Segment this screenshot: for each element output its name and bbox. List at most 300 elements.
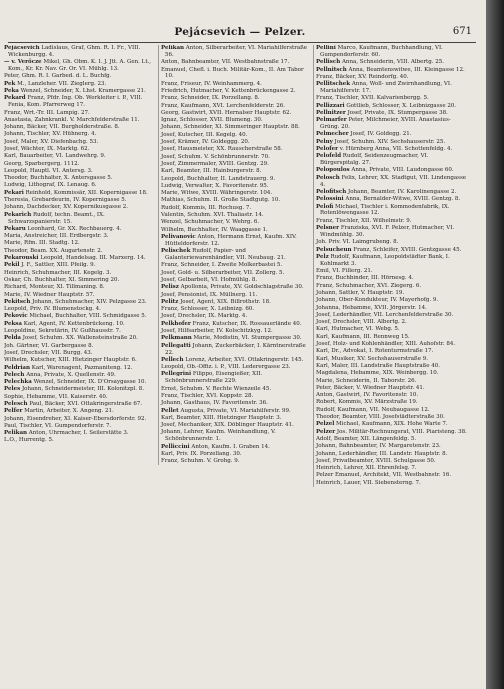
directory-entry <box>161 313 312 320</box>
directory-entry <box>4 437 155 444</box>
entry-details: Anton, Silberarbeiter, VI. Mariahilferstraße 56. <box>165 45 308 58</box>
column-1 <box>4 45 155 445</box>
entry-details: Karl, Musiker, XV. Sechshauserstraße 9. <box>316 355 428 362</box>
entry-details: Augusta, Private, VI. Mariahilferstr. 99. <box>180 407 291 414</box>
directory-entry <box>316 436 467 443</box>
directory-entry <box>161 306 312 313</box>
entry-details: Anastasia, Zahnkrankl. V. Marchfelderstraße 11. <box>4 116 140 123</box>
directory-entry <box>316 167 467 174</box>
entry-details: Johann, Ober-Kondukteur, IV. Mayerhofg. 9. <box>316 297 439 304</box>
directory-entry <box>4 161 155 168</box>
entry-surname: Pelech <box>4 371 25 378</box>
entry-surname: Peles <box>4 386 21 393</box>
entry-details: Heinrich, Schuhmacher, III. Kegelg. 3. <box>4 269 112 276</box>
entry-surname: Pelossini <box>316 196 344 203</box>
entry-details: Anton, Uhrmacher, I. Seilerstätte 3. <box>28 430 129 437</box>
entry-details: Josef, Gold- u. Silberarbeiter, VII. Zollerg. 5. <box>161 269 285 276</box>
directory-entry <box>4 277 155 284</box>
entry-details: Josef, Private, IX. Stumpergasse 38. <box>347 109 448 116</box>
column-3 <box>313 45 467 487</box>
directory-entry <box>4 408 155 415</box>
directory-entry <box>161 95 312 102</box>
directory-entry <box>316 81 467 95</box>
entry-details: Johanna, Hebamme, XVII. Jörgerstr. 14. <box>316 304 427 311</box>
entry-details: Karl, Kaufmann, III. Rennweg 15. <box>316 333 410 340</box>
directory-entry <box>161 262 312 269</box>
entry-surname: Peka <box>4 88 19 94</box>
directory-entry <box>316 146 467 153</box>
entry-details: Anna, Beamtenswitwe, III. Kleingasse 12. <box>348 66 465 73</box>
entry-surname: Pejácsevich <box>4 45 40 51</box>
entry-details: Josef, Zimmermaler, XVIII. Gentzg. 29. <box>161 160 269 167</box>
entry-surname: Pelofitsch <box>316 188 347 195</box>
directory-entry <box>4 88 155 95</box>
entry-details: v. Hürnberg Anna, VII. Schottenfeldg. 4. <box>339 145 453 152</box>
directory-entry <box>4 430 155 437</box>
entry-surname: Pelzer <box>316 428 336 435</box>
entry-surname: Pellitschek <box>316 81 351 88</box>
entry-details: Karl, Hutmacher, VI. Webg. 5. <box>316 326 400 333</box>
entry-surname: Pekari <box>4 189 24 196</box>
directory-entry <box>161 67 312 81</box>
directory-entry <box>316 204 467 218</box>
entry-details: Johann, Schuhmacher, XIV. Pelzgasse 23. <box>32 298 147 305</box>
entry-details: Johann, Zuckerbäcker, I. Kärntnerstraße 22. <box>165 342 306 356</box>
directory-entry <box>4 284 155 291</box>
entry-details: Theresia, Grebardeurin, IV. Kopernigasse 5. <box>4 197 127 204</box>
directory-entry <box>316 254 467 268</box>
entry-details: Franziska, XVI. F. Pelzer, Hutmacher, VI. Windmühlg. 30. <box>320 225 455 238</box>
entry-surname: Pellini <box>316 45 336 51</box>
entry-details: Karl, Priv. IX. Porzellang. 30. <box>161 450 242 457</box>
directory-entry <box>316 196 467 203</box>
directory-entry <box>161 393 312 400</box>
entry-details: Anton, Kaufm. I. Graben 14. <box>191 443 270 450</box>
directory-entry <box>161 117 312 124</box>
entry-details: Adolf, Beamter, XII. Längenfeldg. 5. <box>316 435 417 442</box>
entry-details: Johann, Bahnbeamter, IV. Margaretenstr. 23. <box>316 443 441 450</box>
entry-details: Ernst, Schuhm. V. Rechte Wienzeile 45. <box>161 385 272 392</box>
entry-surname: Pelkhofer <box>161 320 191 327</box>
entry-details: Johann, Gasthaus, IV. Favoritenstr. 36. <box>161 400 268 407</box>
entry-surname: Pelofi <box>316 203 334 210</box>
entry-details: Franz, Buchbinder, III. Hörnesg. 4. <box>316 275 414 282</box>
entry-details: Rudolf, Kaufmann, Leopoldstädter Bank, I. Kohlmarkt 3. <box>320 253 450 267</box>
directory-entry <box>4 45 155 59</box>
directory-entry <box>316 465 467 472</box>
directory-entry <box>316 131 467 138</box>
entry-details: Franz, Tischler, XII. Wilhelmstr. 9. <box>316 217 412 224</box>
entry-details: Rudolf, Seidenzeugmacher, VI. Bürgerspitalg. 27. <box>320 153 429 167</box>
entry-details: Leopoldine, Sekretärin, IV. Gußhausstr. 7. <box>4 328 121 335</box>
directory-entry <box>4 73 155 80</box>
directory-entry <box>4 124 155 131</box>
column-2 <box>158 45 312 465</box>
directory-entry <box>161 321 312 328</box>
directory-entry <box>4 204 155 211</box>
entry-details: Joh. Gärtner, VI. Garbergasse 8. <box>4 342 94 349</box>
directory-entry <box>316 443 467 450</box>
entry-details: Wenzel, Schneider, IX. D'Orsaygasse 10. <box>33 379 147 386</box>
directory-entry <box>316 189 467 196</box>
entry-details: Anton, Gastwirt, IV. Favoritenstr. 10. <box>316 392 419 399</box>
entry-surname: Pelliccini <box>161 443 190 450</box>
directory-entry <box>161 183 312 190</box>
entry-details: Johann, Sattler, V. Hauptstr. 19. <box>316 289 405 296</box>
directory-entry <box>161 284 312 291</box>
entry-details: Paul, Bäcker, XVI. Ottakringerstraße 67. <box>29 400 143 407</box>
entry-details: Johann, Beamter, IV. Karolinengasse 2. <box>347 188 457 195</box>
entry-details: Josef, Hilfsarbeiter, IV. Kolschitzkyg. 12. <box>161 328 273 335</box>
entry-details: Franz, Tischler, XVI. Koppstr. 28. <box>161 392 254 399</box>
entry-details: Josef, Schuhm. XIV. Sechshauserstr. 25. <box>334 138 446 145</box>
directory-entry <box>4 226 155 233</box>
entry-details: Leopold, Buchhalter, II. Landstrauerg. 9. <box>161 175 276 182</box>
directory-entry <box>4 357 155 364</box>
directory-entry <box>4 335 155 342</box>
entry-details: Rudolf, Kaufmann, VII. Neubaugasse 12. <box>316 406 430 413</box>
entry-surname: Pelitz <box>161 298 179 305</box>
entry-details: Josef, Lederhändler, VII. Lerchenfelderstraße 30. <box>316 311 454 318</box>
entry-surname: Pelisz <box>161 284 179 291</box>
directory-entry <box>161 176 312 183</box>
directory-entry <box>316 370 467 377</box>
entry-details: Josef, Drechsler, VII. Burgg. 43. <box>4 349 93 356</box>
directory-entry <box>4 117 155 124</box>
entry-details: Josef, Krämer, IV. Goldeggg. 20. <box>161 139 250 146</box>
directory-entry <box>4 248 155 255</box>
entry-details: Franz, Friseur, IV. Weinhammerg. 4. <box>161 80 262 87</box>
directory-entry <box>161 205 312 212</box>
entry-surname: Pelopoulos <box>316 167 350 174</box>
directory-entry <box>4 153 155 160</box>
entry-details: Marie, Modistin, VI. Stumpergasse 30. <box>193 335 302 342</box>
entry-details: Leopold, Handelsag. III. Marxerg. 14. <box>40 255 146 262</box>
entry-details: Josef, Agent, XIX. Billrothstr. 18. <box>180 298 271 305</box>
entry-details: Michael, Buchhalter, VIII. Schmidgasse 5. <box>29 313 147 320</box>
entry-surname: Pelikan <box>4 430 28 437</box>
directory-entry <box>161 429 312 443</box>
directory-entry <box>316 399 467 406</box>
entry-details: Johann, Eisendreher, XI. Kaiser-Ebersdorferstr. 92. <box>4 415 147 422</box>
directory-entry <box>316 319 467 326</box>
entry-details: Michael, Tischler i. Kommodenfabrik, IX. Rotenlöwengasse 12. <box>320 203 450 217</box>
directory-entry <box>4 372 155 379</box>
directory-entry <box>316 356 467 363</box>
entry-details: Johann, Dachdecker, XV. Kopernikusgasse 2. <box>4 204 128 211</box>
directory-entry <box>161 277 312 284</box>
entry-details: Robert, Kommis, XV. Märzstraße 19. <box>316 399 418 406</box>
entry-details: Franz, Tischler, XVII. Kalvarienbergg. 5. <box>316 95 429 102</box>
entry-details: Ladislaus, Graf, Ghm. R. I. Fr., VIII. Wickenburgg. 4. <box>8 45 141 58</box>
entry-details: Franz, Schneider, IX. Porzellang. 8. <box>161 95 260 102</box>
entry-details: Josef, Drechsler, VIII. Albertg. 2. <box>316 319 407 326</box>
directory-entry <box>161 400 312 407</box>
directory-entry <box>316 117 467 131</box>
directory-entry <box>316 275 467 282</box>
entry-details: Peter, Ghm. R. I. Garbed. d. L. Buchfg. <box>4 73 112 80</box>
entry-details: Ludwig, Verwalter, X. Favoritenstr. 95. <box>161 182 269 189</box>
entry-details: Sophie, Hebamme, VII. Kaiserstr. 40. <box>4 393 108 400</box>
entry-details: Karl, Bauarbeiter, VI. Landwehrg. 9. <box>4 153 106 160</box>
directory-entry <box>316 290 467 297</box>
entry-details: Josef, Privatbeamter, XVIII. Schulgasse 50. <box>316 457 436 464</box>
entry-details: Franz, Kutscher, IX. Rossauerlände 40. <box>192 320 302 327</box>
directory-entry <box>4 182 155 189</box>
entry-details: Johann, Schneidermeister, III. Kolonitzpl. 8. <box>21 386 145 393</box>
entry-details: Marie, Rfm. III. Stadtg. 12. <box>4 240 80 247</box>
directory-entry <box>4 270 155 277</box>
entry-surname: Pekil <box>4 262 20 269</box>
entry-details: Anton, Hermann Ernst, Kaufm. XIV. Hütteldorferstr. 12. <box>165 233 297 247</box>
directory-entry <box>316 334 467 341</box>
entry-details: Josef, Schuhm. V. Schönbrunnerstr. 70. <box>161 153 270 160</box>
directory-entry <box>161 197 312 204</box>
directory-entry <box>161 248 312 262</box>
entry-details: Josef, Mechaniker, XIX. Döblinger Hauptstr. 41. <box>161 422 294 429</box>
directory-entry <box>161 103 312 110</box>
directory-entry <box>4 190 155 197</box>
entry-details: Karl, Maler, III. Landstraße Hauptstraße 40. <box>316 362 441 369</box>
directory-entry <box>161 234 312 248</box>
entry-details: Rudolf, techn. Beamt., IX. Schwarzspanierstr. 15. <box>8 211 105 225</box>
entry-surname: Pek <box>4 80 16 87</box>
entry-surname: Pellnitzer <box>316 109 346 116</box>
entry-surname: Pekarouski <box>4 255 39 262</box>
entry-details: Ignaz, Schlosser, XVII. Blumeng. 30. <box>161 117 263 124</box>
entry-details: Ludwig, Lithograf, IX. Lenaug. 6. <box>4 182 97 189</box>
directory-entry <box>4 416 155 423</box>
directory-entry <box>161 168 312 175</box>
directory-entry <box>316 472 467 479</box>
entry-details: Franz, Schuhmacher, XVI. Ziegerg. 6. <box>316 282 422 289</box>
directory-entry <box>316 59 467 66</box>
entry-details: Karl, Dr., Advokat, I. Rotenturmstraße 17. <box>316 348 434 355</box>
directory-entry <box>4 233 155 240</box>
entry-details: Wilhelm, Buchhalter, IV. Waaggasse 1. <box>161 226 268 233</box>
header-rule <box>8 42 476 43</box>
entry-surname: Pelosch <box>316 174 340 181</box>
directory-entry <box>161 124 312 131</box>
entry-surname: Pekitsch <box>4 298 31 305</box>
directory-entry <box>161 219 312 226</box>
directory-entry <box>316 326 467 333</box>
entry-details: Karl, Beamter, XIII. Hietzinger Hauptstr. 3. <box>161 414 282 421</box>
directory-entry <box>4 255 155 262</box>
directory-entry <box>316 110 467 117</box>
entry-details: L.O., Hurrentg. 5. <box>4 437 54 444</box>
directory-entry <box>316 268 467 275</box>
directory-entry <box>4 313 155 320</box>
directory-entry <box>161 139 312 146</box>
entry-details: Heinrich, Lauer, VII. Siebensterng. 7. <box>316 479 421 486</box>
directory-entry <box>316 153 467 167</box>
entry-surname: Pellegrini <box>161 371 192 378</box>
entry-details: Josef, Holz- und Kohlenhändler, XIII. Auhofstr. 84. <box>316 341 456 348</box>
entry-details: Karl, Warenagent, Pazmaniteng. 12. <box>31 364 133 371</box>
directory-entry <box>161 146 312 153</box>
entry-surname: Pelfer <box>4 408 23 415</box>
directory-entry <box>316 225 467 239</box>
entry-details: Franz, Schneider, I. Zweite Molkerbastei 5. <box>161 262 283 269</box>
directory-entry <box>316 95 467 102</box>
entry-details: Josef, Wächter, IX. Marktg. 62. <box>4 145 90 152</box>
entry-surname: Pekard <box>4 95 26 102</box>
entry-details: Gottlieb, Schlosser, X. Leibnizgasse 20. <box>346 102 457 109</box>
directory-entry <box>4 110 155 117</box>
entry-details: Valentin, Schuhm. XVI. Thaliastr. 14. <box>161 212 264 219</box>
entry-details: Anna, Private, X. Quellenstr. 49. <box>26 371 116 378</box>
entry-details: Theodor, Beam. XX. Augartenstr. 2. <box>4 247 103 254</box>
entry-details: Reinhold, Kommissär, XII. Kopernigasse 18. <box>25 189 148 196</box>
directory-entry <box>161 386 312 393</box>
entry-details: Josef, Hausmeister, XX. Rauscherstraße 58. <box>161 146 283 153</box>
entry-surname: Pelesch <box>4 400 28 407</box>
directory-entry <box>161 81 312 88</box>
directory-entry <box>4 306 155 313</box>
entry-details: Heinrich, Lehrer, XII. Ehrenfelsg. 7. <box>316 465 417 472</box>
entry-surname: Pelda <box>4 335 21 342</box>
entry-details: Franz, Kaufmann, XVI. Lerchenfelderstr. 26. <box>161 102 285 109</box>
directory-entry <box>316 175 467 189</box>
directory-entry <box>161 270 312 277</box>
entry-details: Oskar, Ch. Buchhalter, XI. Simmering 20. <box>4 276 120 283</box>
entry-surname: Pelivanovic <box>161 233 196 240</box>
entry-details: Theodor, Beamter, VIII. Josefstädterstraße 30. <box>316 414 445 421</box>
entry-details: Anna, Private, VIII. Laudongasse 60. <box>351 167 454 174</box>
directory-entry <box>4 343 155 350</box>
directory-entry <box>4 146 155 153</box>
directory-entry <box>316 305 467 312</box>
entry-details: Anna, Woll- und Zwirnhandlung, VI. Mariahilferstr. 17. <box>320 81 452 94</box>
directory-entry <box>316 139 467 146</box>
entry-details: Martin, Arbeiter, X. Angeng. 21. <box>24 408 114 415</box>
entry-surname: Pelkmann <box>161 335 192 342</box>
directory-entry <box>316 74 467 81</box>
entry-details: Leonhard, Gr. XX. Rechbauerg. 4. <box>27 225 122 232</box>
entry-details: Marco, Kaufmann, Buchhandlung, VI. Gumpendorferstr. 60. <box>320 45 443 58</box>
directory-entry <box>4 423 155 430</box>
entry-details: Anton, Bahnbeamter, VII. Westbahnstraße 17. <box>161 59 290 66</box>
directory-entry <box>316 341 467 348</box>
entry-details: Johann, Schneider, XI. Simmeringer Hauptstr. 88. <box>161 124 300 131</box>
entry-details: Wenzel, Schuhmacher, V. Wehrg. 6. <box>161 219 260 226</box>
directory-entry <box>4 401 155 408</box>
entry-details: Franz, Bäcker, XV. Reindorfg. 40. <box>316 73 409 80</box>
directory-entry <box>4 321 155 328</box>
entry-details: Emanuel, Chefl. i. Buch. Militär-Kom., II. Am Tabor 10. <box>161 66 304 80</box>
entry-details: Franz, Schuhm. V. Grohg. 9. <box>161 458 240 465</box>
page-edge-shadow <box>486 0 504 689</box>
directory-entry <box>316 247 467 254</box>
directory-entry <box>316 239 467 246</box>
entry-details: Franz, Pfdr. Ing. Ob. Werkleiter i. P., VIII. Fenia, Kom. Pfarrerweg 17. <box>8 95 143 109</box>
entry-details: Johann, Tischler, XV. Hühnerg. 4. <box>4 131 97 138</box>
directory-entry <box>4 394 155 401</box>
directory-entry <box>161 371 312 385</box>
entry-details: Wenzel, Schneider, X. Lhst. Kramergasse 21. <box>20 88 146 94</box>
entry-details: Peter, Milchmeier, XVIII. Anastasius-Grüng. 20. <box>320 117 451 131</box>
entry-details: Apollonia, Private, XV. Goldschlagstraße 30. <box>180 284 304 291</box>
directory-entry <box>316 67 467 74</box>
page-header <box>8 26 472 40</box>
entry-details: Filippo, Eisengießer, XII. Schönbrunnerstraße 229. <box>165 371 263 385</box>
entry-details: Mathias, Schuhm. II. Große Stadtgutg. 10. <box>161 197 281 204</box>
entry-details: Josef, Gelbarbeit, VI. Hofmühlg. 8. <box>161 276 258 283</box>
entry-surname: Pelmecher <box>316 131 349 138</box>
directory-entry <box>161 88 312 95</box>
entry-surname: Pelsner <box>316 225 340 232</box>
directory-entry <box>4 131 155 138</box>
directory-columns <box>4 45 478 689</box>
entry-surname: Pelischek <box>161 248 191 255</box>
directory-entry <box>161 335 312 342</box>
directory-entry <box>161 343 312 357</box>
entry-surname: Pelikan <box>161 45 185 51</box>
directory-entry <box>161 328 312 335</box>
directory-entry <box>4 386 155 393</box>
entry-surname: Pelny <box>316 138 333 145</box>
entry-surname: Pellnitsch <box>316 66 347 73</box>
entry-details: Rudolf, Papier- und Galanteriewarenhändler, VII. Neubaug. 21. <box>165 248 286 262</box>
directory-entry <box>316 480 467 487</box>
entry-details: J. F., Sattler, XIII. Pfeilg. 9. <box>21 262 96 269</box>
entry-details: Franz, Schlosser, X. Leibnizg. 60. <box>161 306 255 313</box>
entry-surname: Pekarich <box>4 211 32 218</box>
directory-entry <box>316 363 467 370</box>
entry-details: Wilhelm, Kutscher, XIII. Hietzinger Hauptstr. 6. <box>4 357 137 364</box>
directory-entry <box>316 348 467 355</box>
directory-entry <box>316 378 467 385</box>
directory-entry <box>4 212 155 226</box>
directory-entry <box>316 218 467 225</box>
entry-details: Karl, Agent, IV. Kettenbrückeng. 10. <box>23 320 125 327</box>
entry-surname: Pelsucheun <box>316 246 352 253</box>
entry-surname: Pelzel <box>316 421 335 428</box>
directory-entry <box>4 95 155 109</box>
entry-details: Paul, Tischler, VI. Gumpendorferstr. 7. <box>4 422 112 429</box>
directory-entry <box>316 283 467 290</box>
directory-entry <box>4 139 155 146</box>
entry-surname: Peldrian <box>4 364 30 371</box>
entry-details: Johann, Lederhändler, III. Landstr. Hauptstr. 8. <box>316 450 448 457</box>
entry-details: Georg, Sparbergerg. 1112. <box>4 160 80 167</box>
entry-details: Michael, Kaufmann, XIX. Hohe Warte 7. <box>336 421 448 428</box>
directory-entry <box>4 197 155 204</box>
directory-entry <box>4 81 155 88</box>
entry-details: Anna, Bernalder-Witwe, XVIII. Gentzg. 8. <box>345 196 461 203</box>
directory-entry <box>161 154 312 161</box>
entry-details: Franz, Schleifer, XVIII. Gentzgasse 45. <box>353 246 462 253</box>
directory-entry <box>161 444 312 451</box>
entry-details: Theodor, Buchhalter, X. Antersgasse 5. <box>4 175 113 182</box>
entry-surname: Pellech <box>161 356 184 363</box>
entry-details: Pelzer Emanuel, Architekt, VII. Westbahnstr. 16. <box>316 472 452 479</box>
entry-surname: Pellizzari <box>316 102 345 109</box>
directory-entry <box>4 168 155 175</box>
entry-details: Maria, Anstreicher, III. Erdbergstr. 3. <box>4 233 109 240</box>
entry-details: Rudolf, Kommis, III. Rochusg. 7. <box>161 204 252 211</box>
directory-entry <box>316 458 467 465</box>
entry-details: Joh. Priv. VI. Laimgrubeng. 8. <box>316 239 399 246</box>
directory-entry <box>161 415 312 422</box>
directory-entry <box>316 429 467 436</box>
directory-entry <box>316 297 467 304</box>
entry-details: Karl, Beamter, III. Hainburgerstr. 8. <box>161 168 262 175</box>
entry-surname: Pekovic <box>4 313 28 320</box>
directory-entry <box>161 161 312 168</box>
entry-details: Marie, IV. Wiedner Hauptstr. 57. <box>4 291 95 298</box>
